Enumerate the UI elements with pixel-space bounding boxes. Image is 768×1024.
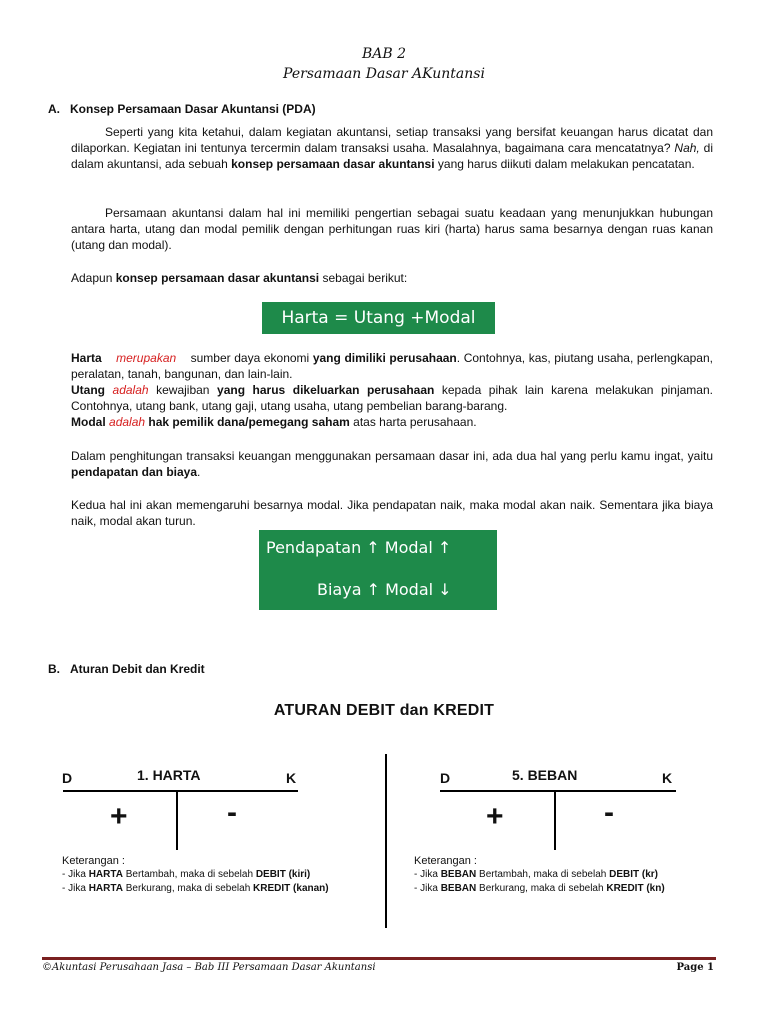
- equation-box: Harta = Utang +Modal: [262, 302, 495, 334]
- section-a-heading: [48, 102, 316, 116]
- p1-nah: Nah,: [674, 141, 700, 155]
- section-a-number: A.: [48, 102, 60, 116]
- left-keterangan: [62, 854, 329, 896]
- p3-text-a: Adapun: [71, 271, 113, 285]
- utang-bold: yang harus dikeluarkan perusahaan: [217, 383, 435, 397]
- right-account-title: 5. BEBAN: [512, 767, 578, 783]
- left-account-title: 1. HARTA: [137, 767, 201, 783]
- paragraph-3: [71, 270, 713, 286]
- modal-word: Modal: [71, 415, 106, 429]
- left-ket-line-2: - Jika HARTA Berkurang, maka di sebelah KREDIT (kanan): [62, 883, 329, 894]
- paragraph-4: [71, 448, 713, 480]
- utang-word: Utang: [71, 383, 105, 397]
- paragraph-2: [71, 205, 713, 253]
- pendapatan-row: Pendapatan ↑ Modal ↑: [266, 538, 452, 557]
- p1-bold: konsep persamaan dasar akuntansi: [231, 157, 435, 171]
- chapter-title: Persamaan Dasar AKuntansi: [283, 66, 485, 82]
- modal-bold: hak pemilik dana/pemegang saham: [148, 415, 350, 429]
- right-t-horizontal: [440, 790, 676, 792]
- p4-text-b: .: [197, 465, 201, 479]
- right-minus-sign: -: [604, 796, 614, 829]
- harta-bold: yang dimiliki perusahaan: [312, 351, 457, 365]
- right-ket-line-1: - Jika BEBAN Bertambah, maka di sebelah DEBIT (kr): [414, 869, 659, 880]
- section-b-heading: [48, 662, 205, 676]
- p5-text: Kedua hal ini akan memengaruhi besarnya modal. Jika pendapatan naik, maka modal akan naik. Sementara jika biaya naik, modal akan turun.: [71, 498, 713, 528]
- right-debit-label: D: [440, 770, 451, 786]
- p3-bold: konsep persamaan dasar akuntansi: [115, 271, 320, 285]
- right-t-vertical: [554, 790, 556, 850]
- section-b-number: B.: [48, 662, 60, 676]
- harta-text-a: sumber daya ekonomi: [190, 351, 310, 365]
- left-debit-label: D: [62, 770, 73, 786]
- utang-text-b: kepada pihak lain karena melakukan pinjaman. Contohnya, utang bank, utang gaji, utang usaha, utang pembelian barang-barang.: [71, 383, 713, 413]
- harta-text-b: . Contohnya, kas, piutang usaha, perlengkapan, peralatan, tanah, bangunan, dan lain-lain.: [71, 351, 713, 381]
- section-b-label: Aturan Debit dan Kredit: [70, 662, 205, 676]
- p4-bold: pendapatan dan biaya: [71, 465, 198, 479]
- p1-text-c: yang harus diikuti dalam melakukan pencatatan.: [437, 157, 695, 171]
- pendapatan-biaya-box: [259, 530, 497, 610]
- page-number: Page 1: [676, 962, 714, 973]
- utang-text-a: kewajiban: [156, 383, 210, 397]
- chapter-number: BAB 2: [361, 46, 407, 62]
- right-ket-head: Keterangan :: [414, 855, 477, 867]
- right-keterangan: [414, 854, 665, 896]
- left-t-horizontal: [63, 790, 298, 792]
- p2-text: Persamaan akuntansi dalam hal ini memiliki pengertian sebagai suatu keadaan yang menunjukkan hubungan antara harta, utang dan modal pemilik dengan perhitungan ruas kiri (harta) harus sama besarnya dengan ruas kanan (utang dan modal).: [71, 206, 713, 252]
- right-ket-line-2: - Jika BEBAN Berkurang, maka di sebelah KREDIT (kn): [414, 883, 665, 894]
- left-ket-line-1: - Jika HARTA Bertambah, maka di sebelah DEBIT (kiri): [62, 869, 311, 880]
- right-kredit-label: K: [662, 770, 673, 786]
- paragraph-5: [71, 497, 713, 529]
- aturan-heading: ATURAN DEBIT dan KREDIT: [273, 702, 495, 719]
- modal-text-b: atas harta perusahaan.: [353, 415, 477, 429]
- section-a-label: Konsep Persamaan Dasar Akuntansi (PDA): [70, 102, 316, 116]
- left-kredit-label: K: [286, 770, 297, 786]
- paragraph-1: [71, 124, 713, 172]
- definitions: [71, 350, 713, 430]
- harta-word: Harta: [71, 351, 102, 365]
- right-plus-sign: +: [486, 800, 504, 833]
- biaya-row: Biaya ↑ Modal ↓: [317, 580, 452, 599]
- left-ket-head: Keterangan :: [62, 855, 125, 867]
- p3-text-b: sebagai berikut:: [322, 271, 408, 285]
- left-plus-sign: +: [110, 800, 128, 833]
- footer-text: ©Akuntasi Perusahaan Jasa – Bab III Persamaan Dasar Akuntansi: [42, 962, 376, 973]
- footer-rule: [42, 957, 716, 960]
- p4-text-a: Dalam penghitungan transaksi keuangan menggunakan persamaan dasar ini, ada dua hal yang perlu kamu ingat, yaitu: [71, 449, 713, 463]
- center-divider: [385, 754, 387, 928]
- utang-verb: adalah: [112, 383, 149, 397]
- left-minus-sign: -: [227, 796, 237, 829]
- p1-text-b: di dalam akuntansi, ada sebuah: [71, 141, 713, 171]
- harta-verb: merupakan: [116, 351, 177, 365]
- modal-verb: adalah: [109, 415, 146, 429]
- p1-text-a: Seperti yang kita ketahui, dalam kegiatan akuntansi, setiap transaksi yang bersifat keuangan harus dicatat dan dilaporkan. Kegiatan ini tentunya tercermin dalam transaksi usaha. Masalahnya, bagaimana cara mencatatnya?: [71, 125, 713, 155]
- left-t-vertical: [176, 790, 178, 850]
